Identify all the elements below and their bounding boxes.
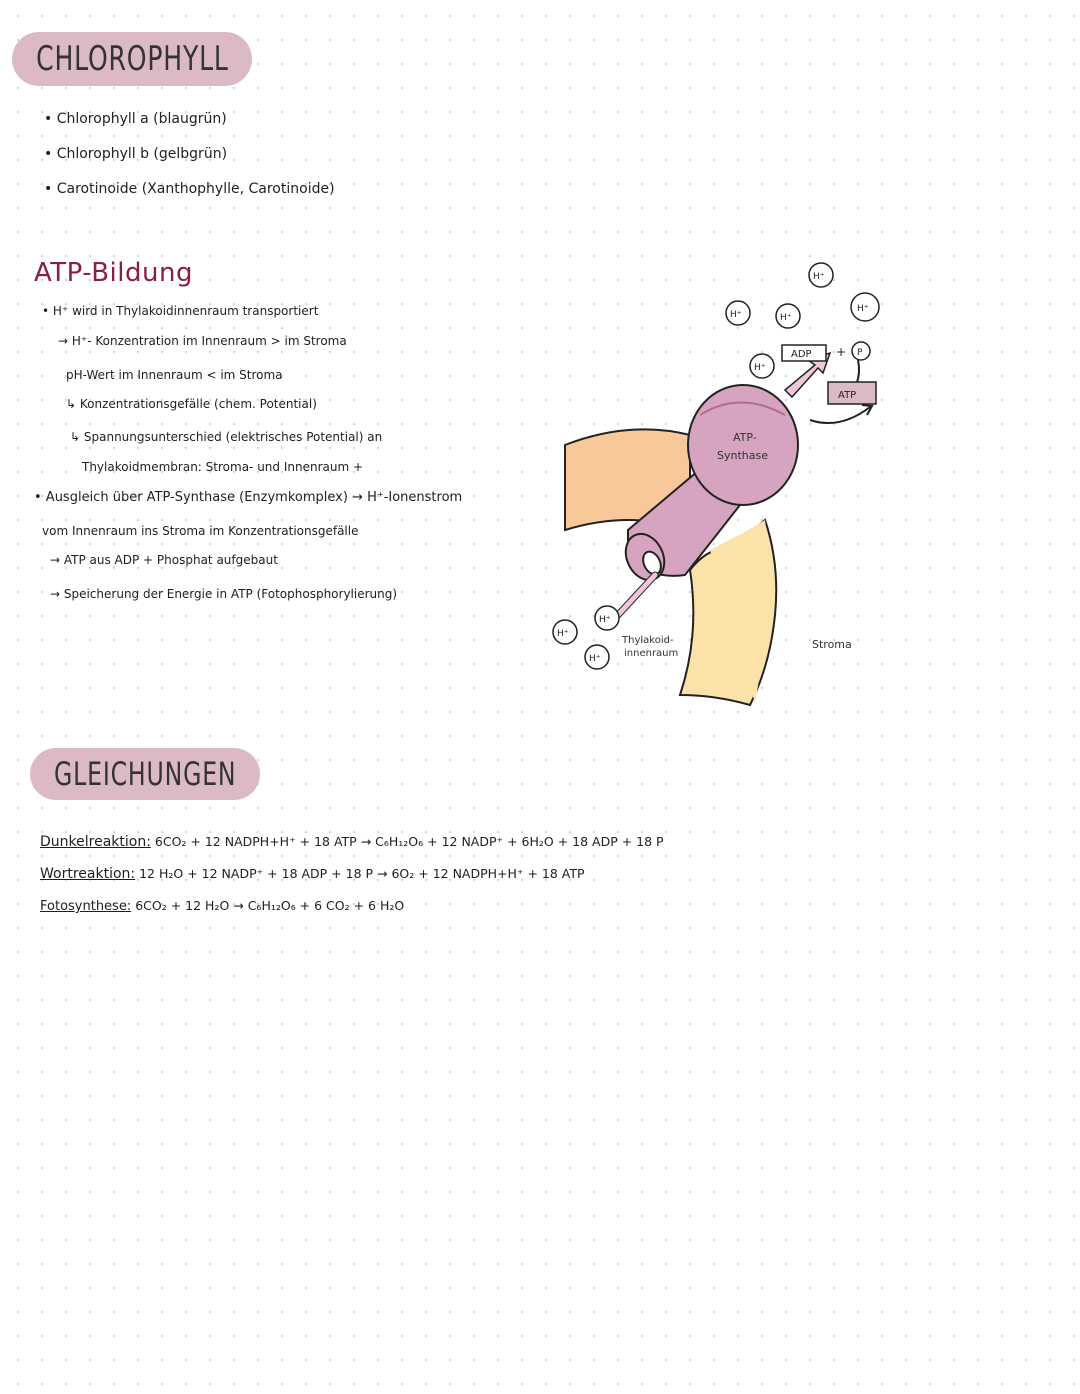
atp-line: pH-Wert im Innenraum < im Stroma bbox=[66, 368, 283, 382]
atp-label: ATP bbox=[838, 390, 857, 401]
lumen-label: Thylakoid- bbox=[622, 635, 674, 646]
proton-circle bbox=[776, 304, 800, 328]
proton-circle bbox=[595, 606, 619, 630]
atp-line: ↳ Konzentrationsgefälle (chem. Potential) bbox=[66, 397, 317, 411]
chlorophyll-title-pill bbox=[12, 32, 252, 86]
svg-text:H⁺: H⁺ bbox=[589, 654, 601, 664]
atp-line: Thylakoidmembran: Stroma- und Innenraum + bbox=[82, 460, 364, 474]
atp-line: → Speicherung der Energie in ATP (Fotophosphorylierung) bbox=[50, 587, 398, 601]
atp-line: ↳ Spannungsunterschied (elektrisches Potential) an bbox=[70, 430, 383, 444]
equation-key: Wortreaktion: bbox=[40, 866, 136, 882]
proton-circle bbox=[851, 293, 879, 321]
chlorophyll-item: • Carotinoide (Xanthophylle, Carotinoide) bbox=[44, 181, 335, 197]
stroma-label: Stroma bbox=[812, 638, 852, 651]
synthase-label: Synthase bbox=[717, 449, 768, 462]
gleichungen-title-pill bbox=[30, 748, 260, 800]
proton-circle bbox=[585, 645, 609, 669]
svg-text:H⁺: H⁺ bbox=[813, 272, 825, 282]
equation-row bbox=[40, 898, 404, 914]
svg-text:H⁺: H⁺ bbox=[780, 313, 792, 323]
equation-key: Dunkelreaktion: bbox=[40, 834, 151, 850]
proton-circle bbox=[726, 301, 750, 325]
atp-out-arrow bbox=[810, 407, 870, 423]
atp-synthase-diagram bbox=[540, 255, 900, 715]
atp-heading: ATP-Bildung bbox=[34, 258, 193, 288]
synthase-label: ATP- bbox=[733, 431, 757, 444]
proton-circle bbox=[750, 354, 774, 378]
gleichungen-title: GLEICHUNGEN bbox=[53, 755, 237, 793]
atp-line: • Ausgleich über ATP-Synthase (Enzymkomplex) → H⁺-Ionenstrom bbox=[34, 490, 463, 505]
atp-line: • H⁺ wird in Thylakoidinnenraum transportiert bbox=[42, 304, 319, 318]
equation-key: Fotosynthese: bbox=[40, 899, 132, 914]
svg-text:H⁺: H⁺ bbox=[857, 304, 869, 314]
equation-text: 12 H₂O + 12 NADP⁺ + 18 ADP + 18 P → 6O₂ + 12 NADPH+H⁺ + 18 ATP bbox=[139, 866, 585, 881]
lumen-label: innenraum bbox=[624, 648, 679, 659]
svg-text:H⁺: H⁺ bbox=[754, 363, 766, 373]
svg-text:H⁺: H⁺ bbox=[557, 629, 569, 639]
proton-circle bbox=[809, 263, 833, 287]
atp-line: → ATP aus ADP + Phosphat aufgebaut bbox=[50, 553, 278, 567]
svg-text:H⁺: H⁺ bbox=[599, 615, 611, 625]
phosphate-label: P bbox=[857, 348, 863, 358]
equation-row bbox=[40, 834, 664, 850]
equation-text: 6CO₂ + 12 H₂O → C₆H₁₂O₆ + 6 CO₂ + 6 H₂O bbox=[135, 898, 405, 913]
equation-text: 6CO₂ + 12 NADPH+H⁺ + 18 ATP → C₆H₁₂O₆ + 12 NADP⁺ + 6H₂O + 18 ADP + 18 P bbox=[154, 834, 664, 849]
proton-circle bbox=[553, 620, 577, 644]
atp-line: vom Innenraum ins Stroma im Konzentrationsgefälle bbox=[42, 524, 359, 538]
equation-row bbox=[40, 866, 585, 882]
svg-text:H⁺: H⁺ bbox=[730, 310, 742, 320]
chlorophyll-title: CHLOROPHYLL bbox=[35, 39, 229, 79]
plus-sign: + bbox=[836, 345, 847, 359]
atp-line: → H⁺- Konzentration im Innenraum > im Stroma bbox=[58, 334, 347, 348]
chlorophyll-item: • Chlorophyll b (gelbgrün) bbox=[44, 146, 228, 162]
adp-label: ADP bbox=[791, 349, 812, 360]
chlorophyll-item: • Chlorophyll a (blaugrün) bbox=[44, 111, 227, 127]
